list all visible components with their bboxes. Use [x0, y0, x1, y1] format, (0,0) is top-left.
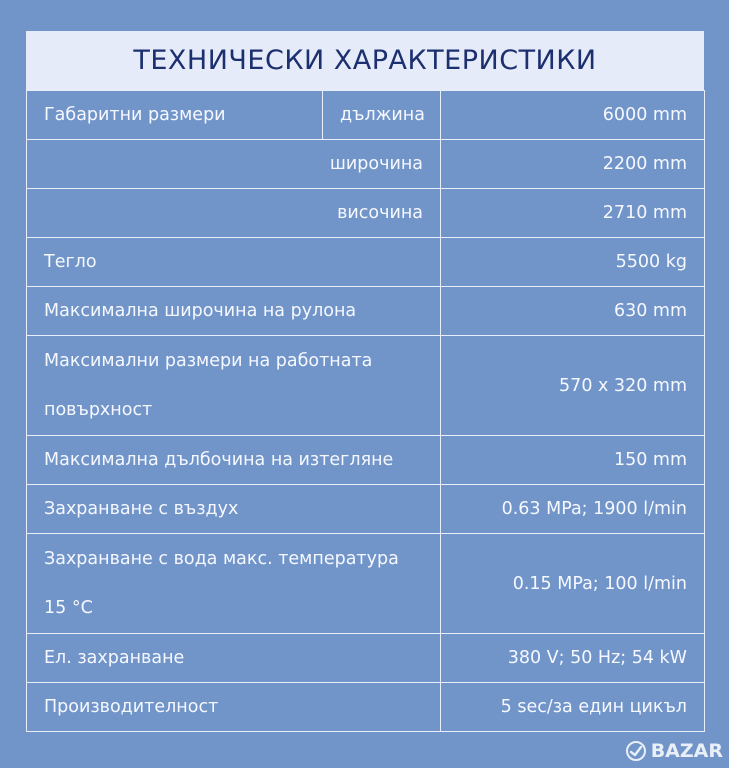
water-supply-label — [27, 534, 441, 634]
height-value: 2710 mm — [441, 189, 705, 238]
table-row-air-supply — [27, 485, 705, 534]
water-supply-value: 0.15 MPa; 100 l/min — [441, 534, 705, 634]
title-text: ТЕХНИЧЕСКИ ХАРАКТЕРИСТИКИ — [133, 45, 597, 76]
table-row-roll-width — [27, 287, 705, 336]
weight-value: 5500 kg — [441, 238, 705, 287]
table-row-dimensions-width — [27, 140, 705, 189]
roll-width-value: 630 mm — [441, 287, 705, 336]
width-label: широчина — [27, 140, 441, 189]
height-label: височина — [27, 189, 441, 238]
length-value: 6000 mm — [441, 91, 705, 140]
bazar-logo-icon — [625, 740, 647, 762]
page-title — [26, 31, 704, 90]
table-row-water-supply — [27, 534, 705, 634]
width-value: 2200 mm — [441, 140, 705, 189]
table-row-draw-depth — [27, 436, 705, 485]
work-surface-label-text: Максимални размери на работната повърхност — [44, 350, 373, 420]
productivity-label: Производителност — [27, 683, 441, 732]
weight-label: Тегло — [27, 238, 441, 287]
spec-table — [26, 90, 705, 732]
table-row-dimensions-length — [27, 91, 705, 140]
air-supply-label: Захранване с въздух — [27, 485, 441, 534]
work-surface-label — [27, 336, 441, 436]
spec-sheet — [26, 31, 704, 732]
table-row-productivity — [27, 683, 705, 732]
length-label: дължина — [323, 91, 441, 140]
table-row-weight — [27, 238, 705, 287]
draw-depth-value: 150 mm — [441, 436, 705, 485]
power-supply-label: Ел. захранване — [27, 634, 441, 683]
dimensions-label: Габаритни размери — [27, 91, 323, 140]
air-supply-value: 0.63 MPa; 1900 l/min — [441, 485, 705, 534]
watermark-text: BAZAR — [650, 740, 723, 762]
productivity-value: 5 sec/за един цикъл — [441, 683, 705, 732]
work-surface-value: 570 x 320 mm — [441, 336, 705, 436]
roll-width-label: Максимална широчина на рулона — [27, 287, 441, 336]
table-row-power-supply — [27, 634, 705, 683]
draw-depth-label: Максимална дълбочина на изтегляне — [27, 436, 441, 485]
watermark — [625, 740, 723, 762]
water-supply-label-text: Захранване с вода макс. температура 15 °C — [44, 548, 399, 618]
table-row-dimensions-height — [27, 189, 705, 238]
table-row-work-surface — [27, 336, 705, 436]
power-supply-value: 380 V; 50 Hz; 54 kW — [441, 634, 705, 683]
